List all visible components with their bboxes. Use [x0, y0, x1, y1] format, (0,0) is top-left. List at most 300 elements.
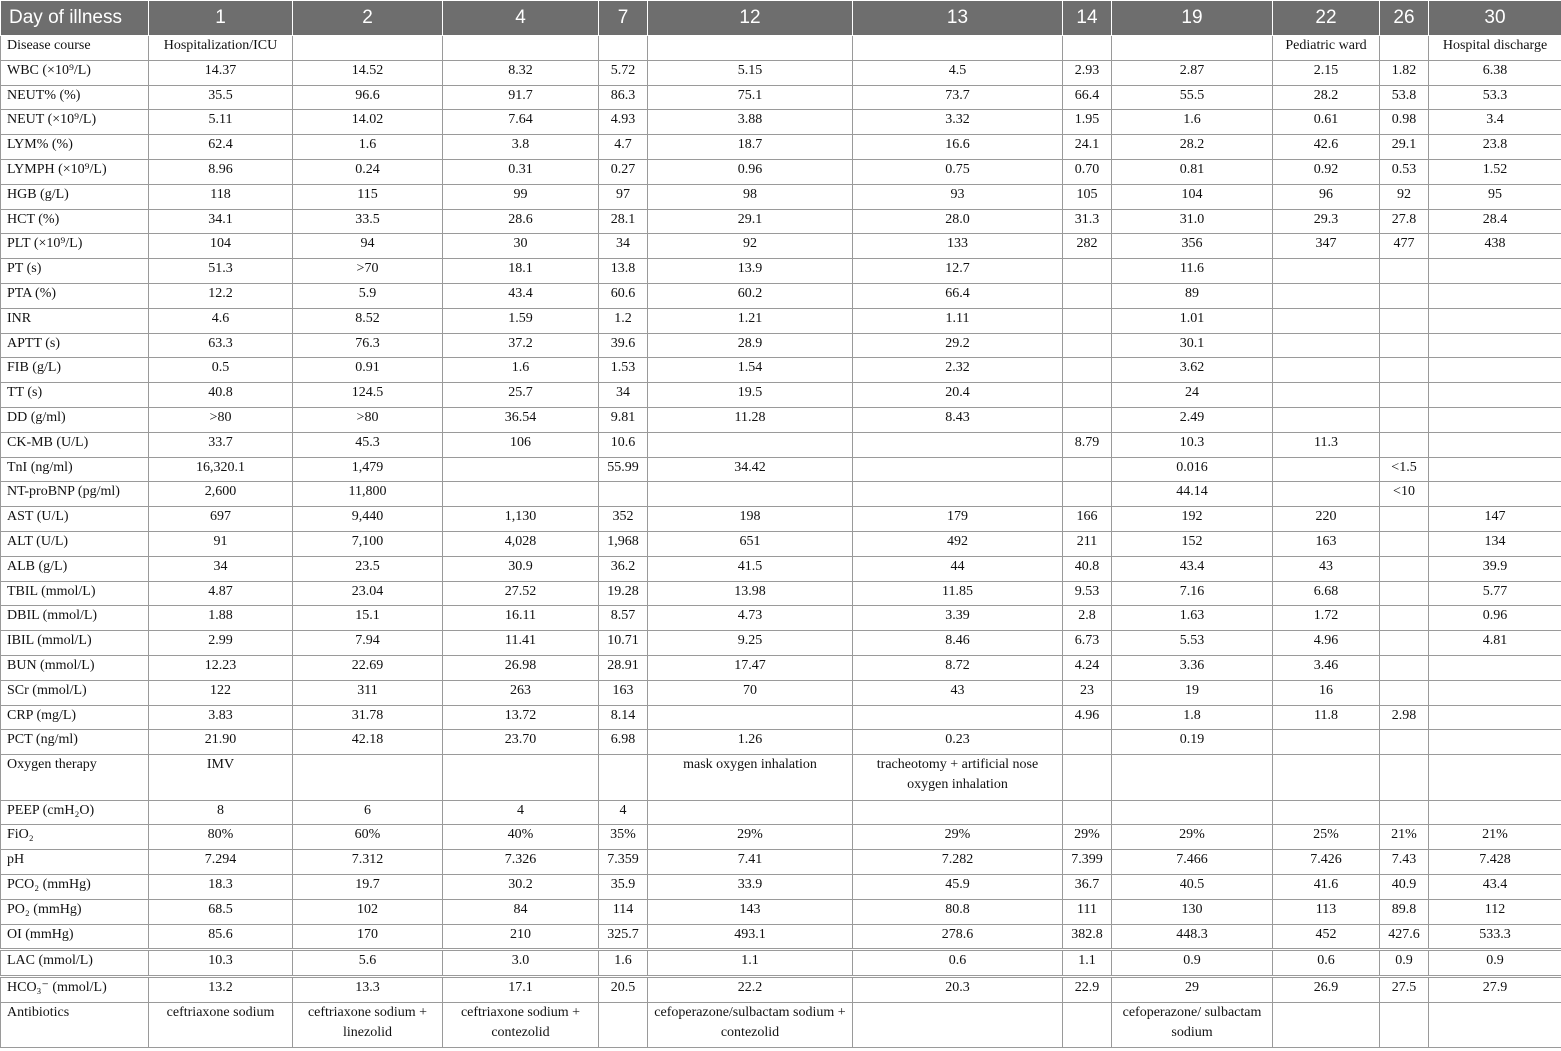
row-label: BUN (mmol/L) [1, 655, 149, 680]
table-row [1, 184, 1561, 209]
table-cell: 1.82 [1380, 60, 1429, 85]
header-day-19: 19 [1112, 1, 1273, 36]
table-cell: 33.7 [149, 432, 293, 457]
table-cell: 24 [1112, 383, 1273, 408]
table-cell [1112, 36, 1273, 61]
table-cell: >70 [293, 259, 443, 284]
table-cell: 43.4 [1429, 875, 1561, 900]
table-cell: 1,130 [443, 507, 599, 532]
table-cell: 7.359 [599, 850, 648, 875]
table-cell [1380, 800, 1429, 825]
table-cell: 6 [293, 800, 443, 825]
table-cell [1273, 482, 1380, 507]
table-cell: 27.8 [1380, 209, 1429, 234]
table-cell: 0.61 [1273, 110, 1380, 135]
table-cell: 28.0 [853, 209, 1063, 234]
table-cell: 10.71 [599, 631, 648, 656]
table-cell [1380, 655, 1429, 680]
table-cell: 31.0 [1112, 209, 1273, 234]
table-row [1, 924, 1561, 950]
table-row [1, 507, 1561, 532]
table-cell [853, 705, 1063, 730]
header-day-7: 7 [599, 1, 648, 36]
row-label: TBIL (mmol/L) [1, 581, 149, 606]
table-cell: 43.4 [1112, 556, 1273, 581]
table-cell: 44.14 [1112, 482, 1273, 507]
table-cell: 1.8 [1112, 705, 1273, 730]
row-label: ALB (g/L) [1, 556, 149, 581]
table-cell: 7.426 [1273, 850, 1380, 875]
table-cell: 18.1 [443, 259, 599, 284]
table-cell: 30.9 [443, 556, 599, 581]
table-cell [1063, 407, 1112, 432]
table-cell: 4.6 [149, 308, 293, 333]
row-label: SCr (mmol/L) [1, 680, 149, 705]
table-cell [1063, 482, 1112, 507]
table-cell: 8.43 [853, 407, 1063, 432]
table-cell [1063, 36, 1112, 61]
table-cell: 40.8 [149, 383, 293, 408]
table-cell: 39.9 [1429, 556, 1561, 581]
table-cell: 210 [443, 924, 599, 950]
table-cell: 89 [1112, 283, 1273, 308]
table-cell [1273, 259, 1380, 284]
table-cell: 29.1 [1380, 135, 1429, 160]
table-cell: 8.72 [853, 655, 1063, 680]
table-row [1, 531, 1561, 556]
table-cell: 2,600 [149, 482, 293, 507]
table-cell: 2.99 [149, 631, 293, 656]
table-cell: 11,800 [293, 482, 443, 507]
table-cell: 8.79 [1063, 432, 1112, 457]
table-cell: 5.9 [293, 283, 443, 308]
table-cell: 68.5 [149, 899, 293, 924]
row-label: OI (mmHg) [1, 924, 149, 950]
table-cell: 7.16 [1112, 581, 1273, 606]
row-label: FIB (g/L) [1, 358, 149, 383]
table-cell: 3.62 [1112, 358, 1273, 383]
table-cell: 113 [1273, 899, 1380, 924]
table-cell: 89.8 [1380, 899, 1429, 924]
table-cell: 55.99 [599, 457, 648, 482]
table-cell: 11.28 [648, 407, 853, 432]
table-cell: 95 [1429, 184, 1561, 209]
table-cell [1380, 407, 1429, 432]
table-cell: 91.7 [443, 85, 599, 110]
row-label: CK-MB (U/L) [1, 432, 149, 457]
table-cell: 29% [853, 825, 1063, 850]
table-cell: 2.98 [1380, 705, 1429, 730]
table-cell: 31.3 [1063, 209, 1112, 234]
table-row [1, 209, 1561, 234]
table-cell: 7.326 [443, 850, 599, 875]
table-cell: 62.4 [149, 135, 293, 160]
table-cell [1273, 333, 1380, 358]
row-label: DD (g/ml) [1, 407, 149, 432]
table-row [1, 333, 1561, 358]
table-cell: 23.70 [443, 730, 599, 755]
table-cell: 13.2 [149, 977, 293, 1003]
table-cell [1429, 358, 1561, 383]
table-cell: 477 [1380, 234, 1429, 259]
table-cell: 12.23 [149, 655, 293, 680]
table-row [1, 631, 1561, 656]
table-cell: 1.6 [443, 358, 599, 383]
row-label: LAC (mmol/L) [1, 950, 149, 977]
table-cell: 4.7 [599, 135, 648, 160]
table-cell: cefoperazone/ sulbactam sodium [1112, 1002, 1273, 1047]
table-cell [1063, 730, 1112, 755]
table-cell: 60.2 [648, 283, 853, 308]
table-cell: 1,968 [599, 531, 648, 556]
table-cell: 3.83 [149, 705, 293, 730]
table-cell: 43 [853, 680, 1063, 705]
table-cell [1273, 407, 1380, 432]
table-cell: 1.72 [1273, 606, 1380, 631]
table-cell [1063, 283, 1112, 308]
table-cell [853, 457, 1063, 482]
table-cell: 13.72 [443, 705, 599, 730]
table-cell: 92 [1380, 184, 1429, 209]
table-cell: 76.3 [293, 333, 443, 358]
table-cell: 34.42 [648, 457, 853, 482]
table-cell: 152 [1112, 531, 1273, 556]
table-cell: 3.8 [443, 135, 599, 160]
table-cell: 0.5 [149, 358, 293, 383]
table-cell: 53.8 [1380, 85, 1429, 110]
table-cell [1380, 308, 1429, 333]
table-cell: 36.2 [599, 556, 648, 581]
table-cell: 0.9 [1112, 950, 1273, 977]
table-cell: 198 [648, 507, 853, 532]
table-cell [1429, 655, 1561, 680]
table-row [1, 457, 1561, 482]
table-cell: 29.1 [648, 209, 853, 234]
table-cell: 36.7 [1063, 875, 1112, 900]
table-cell: IMV [149, 755, 293, 801]
table-cell [1380, 432, 1429, 457]
table-cell: 16.6 [853, 135, 1063, 160]
table-cell: 53.3 [1429, 85, 1561, 110]
row-label: HCT (%) [1, 209, 149, 234]
table-cell: 93 [853, 184, 1063, 209]
table-cell: 1.95 [1063, 110, 1112, 135]
table-cell: 211 [1063, 531, 1112, 556]
table-cell: 0.6 [853, 950, 1063, 977]
table-cell: 29% [1112, 825, 1273, 850]
table-cell: 5.6 [293, 950, 443, 977]
table-cell: 34.1 [149, 209, 293, 234]
table-cell: 21.90 [149, 730, 293, 755]
table-cell: 27.9 [1429, 977, 1561, 1003]
table-cell: 0.53 [1380, 159, 1429, 184]
table-cell: 34 [599, 234, 648, 259]
table-cell [648, 432, 853, 457]
table-cell: 27.5 [1380, 977, 1429, 1003]
row-label: ALT (U/L) [1, 531, 149, 556]
table-cell: 427.6 [1380, 924, 1429, 950]
header-day-13: 13 [853, 1, 1063, 36]
table-cell: 96 [1273, 184, 1380, 209]
table-cell: 493.1 [648, 924, 853, 950]
table-row [1, 556, 1561, 581]
table-cell: ceftriaxone sodium + contezolid [443, 1002, 599, 1047]
table-cell: 1.59 [443, 308, 599, 333]
table-cell: 34 [149, 556, 293, 581]
table-cell [1063, 755, 1112, 801]
table-cell: 8.32 [443, 60, 599, 85]
table-cell [443, 36, 599, 61]
table-cell: 278.6 [853, 924, 1063, 950]
table-cell: 96.6 [293, 85, 443, 110]
row-label: DBIL (mmol/L) [1, 606, 149, 631]
table-cell: 11.85 [853, 581, 1063, 606]
table-cell: mask oxygen inhalation [648, 755, 853, 801]
table-cell: 4,028 [443, 531, 599, 556]
table-cell: 31.78 [293, 705, 443, 730]
header-day-of-illness: Day of illness [1, 1, 149, 36]
table-cell: 23.04 [293, 581, 443, 606]
table-cell: 4.73 [648, 606, 853, 631]
table-cell: 19.28 [599, 581, 648, 606]
table-cell: 42.6 [1273, 135, 1380, 160]
table-cell [599, 1002, 648, 1047]
table-cell [648, 482, 853, 507]
header-row [1, 1, 1561, 36]
table-cell: 7.41 [648, 850, 853, 875]
table-cell [1380, 358, 1429, 383]
table-cell: 3.36 [1112, 655, 1273, 680]
table-cell: 6.73 [1063, 631, 1112, 656]
row-label: TnI (ng/ml) [1, 457, 149, 482]
table-row [1, 432, 1561, 457]
table-cell [1380, 259, 1429, 284]
table-cell: 13.9 [648, 259, 853, 284]
table-cell [1380, 507, 1429, 532]
row-label: Oxygen therapy [1, 755, 149, 801]
table-cell: 66.4 [853, 283, 1063, 308]
table-cell [1273, 457, 1380, 482]
table-cell: 2.93 [1063, 60, 1112, 85]
header-day-26: 26 [1380, 1, 1429, 36]
table-cell: 166 [1063, 507, 1112, 532]
row-label: Disease course [1, 36, 149, 61]
table-cell: ceftriaxone sodium [149, 1002, 293, 1047]
table-row [1, 977, 1561, 1003]
header-day-30: 30 [1429, 1, 1561, 36]
table-cell [1429, 259, 1561, 284]
table-cell: 19.7 [293, 875, 443, 900]
table-row [1, 383, 1561, 408]
table-row [1, 850, 1561, 875]
table-cell: 104 [149, 234, 293, 259]
table-cell: 17.1 [443, 977, 599, 1003]
table-cell: 163 [599, 680, 648, 705]
table-row [1, 85, 1561, 110]
table-cell: 94 [293, 234, 443, 259]
table-cell: 5.72 [599, 60, 648, 85]
table-cell: 97 [599, 184, 648, 209]
table-cell: 122 [149, 680, 293, 705]
table-cell: 651 [648, 531, 853, 556]
table-cell: 8.14 [599, 705, 648, 730]
table-cell: 1.21 [648, 308, 853, 333]
table-cell: 3.0 [443, 950, 599, 977]
table-cell: 18.3 [149, 875, 293, 900]
table-row [1, 606, 1561, 631]
table-cell: 6.98 [599, 730, 648, 755]
table-cell: 11.3 [1273, 432, 1380, 457]
table-row [1, 755, 1561, 801]
table-cell [1273, 755, 1380, 801]
table-cell: 21% [1429, 825, 1561, 850]
table-cell [1273, 283, 1380, 308]
table-cell: 16,320.1 [149, 457, 293, 482]
table-cell: 28.6 [443, 209, 599, 234]
table-cell: 4.96 [1063, 705, 1112, 730]
table-cell [1063, 308, 1112, 333]
table-cell: Hospitalization/ICU [149, 36, 293, 61]
table-cell: 16 [1273, 680, 1380, 705]
table-cell: 0.31 [443, 159, 599, 184]
table-cell: 55.5 [1112, 85, 1273, 110]
table-cell: 7.312 [293, 850, 443, 875]
table-cell: 2.87 [1112, 60, 1273, 85]
header-day-1: 1 [149, 1, 293, 36]
table-cell: 22.9 [1063, 977, 1112, 1003]
table-cell: 29.2 [853, 333, 1063, 358]
row-label: NT-proBNP (pg/ml) [1, 482, 149, 507]
table-cell: 23 [1063, 680, 1112, 705]
row-label: NEUT% (%) [1, 85, 149, 110]
row-label: pH [1, 850, 149, 875]
row-label: Antibiotics [1, 1002, 149, 1047]
table-cell [1380, 680, 1429, 705]
table-cell: 5.77 [1429, 581, 1561, 606]
header-day-4: 4 [443, 1, 599, 36]
table-cell: 22.69 [293, 655, 443, 680]
table-row [1, 482, 1561, 507]
table-cell: 6.38 [1429, 60, 1561, 85]
table-cell: 124.5 [293, 383, 443, 408]
table-cell: 452 [1273, 924, 1380, 950]
table-cell: 98 [648, 184, 853, 209]
table-cell: 1.26 [648, 730, 853, 755]
table-cell: <10 [1380, 482, 1429, 507]
table-cell: 0.92 [1273, 159, 1380, 184]
table-cell: 9,440 [293, 507, 443, 532]
header-day-2: 2 [293, 1, 443, 36]
header-day-22: 22 [1273, 1, 1380, 36]
row-label: CRP (mg/L) [1, 705, 149, 730]
table-cell: 60% [293, 825, 443, 850]
table-cell: >80 [149, 407, 293, 432]
table-cell [293, 755, 443, 801]
table-cell [1380, 755, 1429, 801]
table-cell: 20.5 [599, 977, 648, 1003]
table-cell: 2.15 [1273, 60, 1380, 85]
table-cell: 8.57 [599, 606, 648, 631]
table-cell [1429, 1002, 1561, 1047]
table-row [1, 407, 1561, 432]
table-cell: 9.25 [648, 631, 853, 656]
table-cell [853, 36, 1063, 61]
table-cell: 118 [149, 184, 293, 209]
table-cell [1063, 383, 1112, 408]
table-cell [599, 755, 648, 801]
table-cell: 0.91 [293, 358, 443, 383]
table-cell: 35% [599, 825, 648, 850]
table-cell: 1,479 [293, 457, 443, 482]
table-cell: 29% [1063, 825, 1112, 850]
table-cell: 263 [443, 680, 599, 705]
table-cell: 18.7 [648, 135, 853, 160]
row-label: HCO₃⁻ (mmol/L) [1, 977, 149, 1003]
table-cell: 5.53 [1112, 631, 1273, 656]
table-cell: 33.5 [293, 209, 443, 234]
table-cell: 104 [1112, 184, 1273, 209]
table-cell: 1.88 [149, 606, 293, 631]
table-cell: tracheotomy + artificial nose oxygen inhalation [853, 755, 1063, 801]
table-cell: 163 [1273, 531, 1380, 556]
row-label: PEEP (cmH₂O) [1, 800, 149, 825]
table-row [1, 36, 1561, 61]
table-cell: 7.282 [853, 850, 1063, 875]
table-cell: 21% [1380, 825, 1429, 850]
table-cell: 0.70 [1063, 159, 1112, 184]
row-label: LYM% (%) [1, 135, 149, 160]
table-cell: 35.9 [599, 875, 648, 900]
table-row [1, 358, 1561, 383]
table-cell: 10.6 [599, 432, 648, 457]
table-cell: 85.6 [149, 924, 293, 950]
table-cell: 697 [149, 507, 293, 532]
table-cell: 7,100 [293, 531, 443, 556]
row-label: LYMPH (×10⁹/L) [1, 159, 149, 184]
table-cell: 1.1 [648, 950, 853, 977]
table-cell: 34 [599, 383, 648, 408]
table-cell: 40.9 [1380, 875, 1429, 900]
table-row [1, 655, 1561, 680]
table-cell: 2.49 [1112, 407, 1273, 432]
table-cell: 80% [149, 825, 293, 850]
table-cell: 92 [648, 234, 853, 259]
row-label: PCO₂ (mmHg) [1, 875, 149, 900]
table-cell: 0.9 [1429, 950, 1561, 977]
table-cell: 24.1 [1063, 135, 1112, 160]
table-cell [1429, 432, 1561, 457]
table-cell: 8 [149, 800, 293, 825]
table-cell: 134 [1429, 531, 1561, 556]
table-cell: 28.2 [1273, 85, 1380, 110]
table-cell: 106 [443, 432, 599, 457]
table-cell: 14.37 [149, 60, 293, 85]
table-cell: 43 [1273, 556, 1380, 581]
table-cell: 40.8 [1063, 556, 1112, 581]
row-label: FiO₂ [1, 825, 149, 850]
table-cell: ceftriaxone sodium + linezolid [293, 1002, 443, 1047]
table-cell [1273, 730, 1380, 755]
table-cell: 130 [1112, 899, 1273, 924]
table-cell: 0.23 [853, 730, 1063, 755]
table-cell: 111 [1063, 899, 1112, 924]
row-label: AST (U/L) [1, 507, 149, 532]
table-cell [1273, 358, 1380, 383]
table-cell: 5.15 [648, 60, 853, 85]
table-cell: 8.46 [853, 631, 1063, 656]
table-cell: 14.02 [293, 110, 443, 135]
table-cell: 1.6 [599, 950, 648, 977]
